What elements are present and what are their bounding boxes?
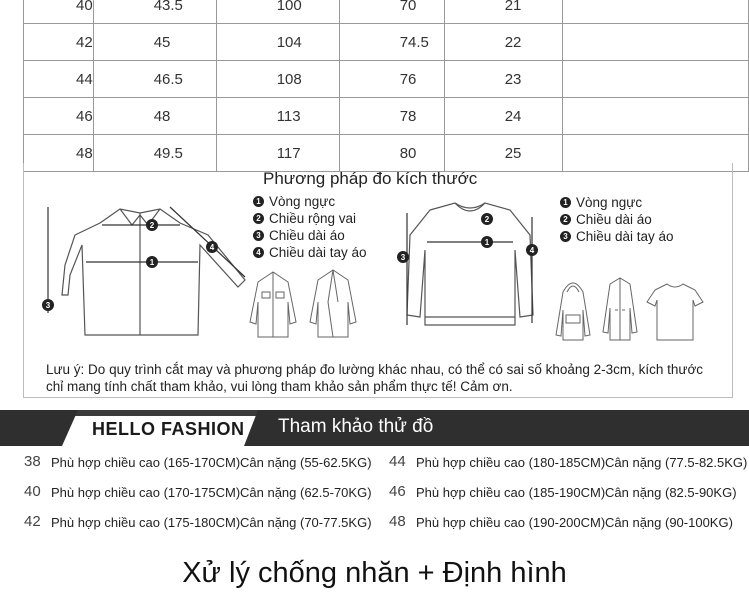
table-cell: 49.5 — [93, 135, 216, 172]
table-cell: 70 — [339, 0, 444, 24]
shirt-measurement-illustration — [40, 195, 255, 345]
height-range: Phù hợp chiều cao (165-170CM) — [51, 455, 241, 470]
height-range: Phù hợp chiều cao (175-180CM) — [51, 515, 241, 530]
table-cell — [562, 0, 748, 24]
weight-range: Cân nặng (55-62.5KG) — [240, 455, 372, 470]
weight-range: Cân nặng (90-100KG) — [605, 515, 733, 530]
legend-label: Chiều dài tay áo — [269, 245, 367, 260]
knitwear-thumbnails-icon — [555, 270, 705, 345]
table-cell: 48 — [24, 135, 94, 172]
legend-item — [253, 210, 367, 227]
size-label: 44 — [389, 453, 406, 470]
table-cell: 80 — [339, 135, 444, 172]
legend-item — [253, 244, 367, 261]
weight-range: Cân nặng (82.5-90KG) — [605, 485, 737, 500]
legend-label: Vòng ngực — [576, 195, 643, 210]
table-cell: 74.5 — [339, 24, 444, 61]
table-cell — [562, 24, 748, 61]
weight-range: Cân nặng (62.5-70KG) — [240, 485, 372, 500]
svg-text:3: 3 — [400, 253, 406, 262]
height-range: Phù hợp chiều cao (190-200CM) — [416, 515, 606, 530]
legend-label: Chiều dài tay áo — [576, 229, 674, 244]
legend-label: Vòng ngực — [269, 194, 336, 209]
frame-right-border — [732, 163, 733, 397]
table-cell: 48 — [93, 98, 216, 135]
svg-text:2: 2 — [484, 215, 490, 224]
table-cell: 22 — [444, 24, 562, 61]
shirt-legend — [253, 193, 367, 261]
table-cell: 40 — [24, 0, 94, 24]
table-cell: 46 — [24, 98, 94, 135]
table-cell: 104 — [216, 24, 339, 61]
number-badge: 2 — [560, 214, 571, 225]
table-row — [24, 61, 749, 98]
number-badge: 2 — [253, 213, 264, 224]
number-badge: 3 — [560, 231, 571, 242]
size-label: 40 — [24, 483, 41, 500]
table-cell — [562, 61, 748, 98]
size-table — [23, 0, 749, 172]
number-badge: 1 — [253, 196, 264, 207]
legend-item — [560, 228, 674, 245]
number-badge: 1 — [560, 197, 571, 208]
table-cell: 42 — [24, 24, 94, 61]
brand-name: HELLO FASHION — [92, 419, 245, 439]
number-badge: 3 — [253, 230, 264, 241]
table-cell: 43.5 — [93, 0, 216, 24]
table-cell: 45 — [93, 24, 216, 61]
number-badge: 4 — [253, 247, 264, 258]
section-heading: Xử lý chống nhăn + Định hình — [182, 557, 567, 589]
jacket-thumbnails-icon — [248, 262, 358, 344]
svg-text:4: 4 — [529, 246, 535, 255]
size-label: 46 — [389, 483, 406, 500]
table-cell: 44 — [24, 61, 94, 98]
table-row — [24, 24, 749, 61]
svg-text:4: 4 — [209, 243, 215, 252]
legend-label: Chiều rộng vai — [269, 211, 357, 226]
legend-label: Chiều dài áo — [576, 212, 652, 227]
svg-text:1: 1 — [149, 258, 155, 267]
table-cell: 23 — [444, 61, 562, 98]
sweater-measurement-illustration — [395, 195, 545, 340]
table-cell — [562, 98, 748, 135]
measurement-note: Lưu ý: Do quy trình cắt may và phương pháp đo lường khác nhau, có thể có sai số khoảng 2-3cm, kích thước chỉ mang tính chất tham khảo, vui lòng tham khảo sản phẩm thực tế! Cảm ơn. — [46, 362, 704, 394]
legend-label: Chiều dài áo — [269, 228, 345, 243]
weight-range: Cân nặng (77.5-82.5KG) — [605, 455, 748, 470]
table-cell: 25 — [444, 135, 562, 172]
size-label: 42 — [24, 513, 41, 530]
height-range: Phù hợp chiều cao (170-175CM) — [51, 485, 241, 500]
height-range: Phù hợp chiều cao (185-190CM) — [416, 485, 606, 500]
section-divider — [23, 397, 733, 398]
size-label: 38 — [24, 453, 41, 470]
table-cell: 21 — [444, 0, 562, 24]
table-cell: 24 — [444, 98, 562, 135]
table-row — [24, 135, 749, 172]
weight-range: Cân nặng (70-77.5KG) — [240, 515, 372, 530]
table-cell: 46.5 — [93, 61, 216, 98]
table-cell: 108 — [216, 61, 339, 98]
legend-item — [253, 227, 367, 244]
sweater-legend — [560, 194, 674, 245]
svg-text:1: 1 — [484, 238, 490, 247]
table-cell: 117 — [216, 135, 339, 172]
fit-reference-title: Tham khảo thử đồ — [278, 416, 434, 437]
table-row — [24, 0, 749, 24]
table-cell: 76 — [339, 61, 444, 98]
table-cell: 113 — [216, 98, 339, 135]
legend-item — [560, 194, 674, 211]
table-cell: 78 — [339, 98, 444, 135]
legend-item — [560, 211, 674, 228]
frame-left-border — [23, 163, 24, 397]
table-cell: 100 — [216, 0, 339, 24]
svg-text:3: 3 — [45, 301, 51, 310]
size-label: 48 — [389, 513, 406, 530]
legend-item — [253, 193, 367, 210]
svg-text:2: 2 — [149, 221, 155, 230]
table-row — [24, 98, 749, 135]
table-cell — [562, 135, 748, 172]
height-range: Phù hợp chiều cao (180-185CM) — [416, 455, 606, 470]
measurement-method-title: Phương pháp đo kích thước — [263, 169, 478, 188]
